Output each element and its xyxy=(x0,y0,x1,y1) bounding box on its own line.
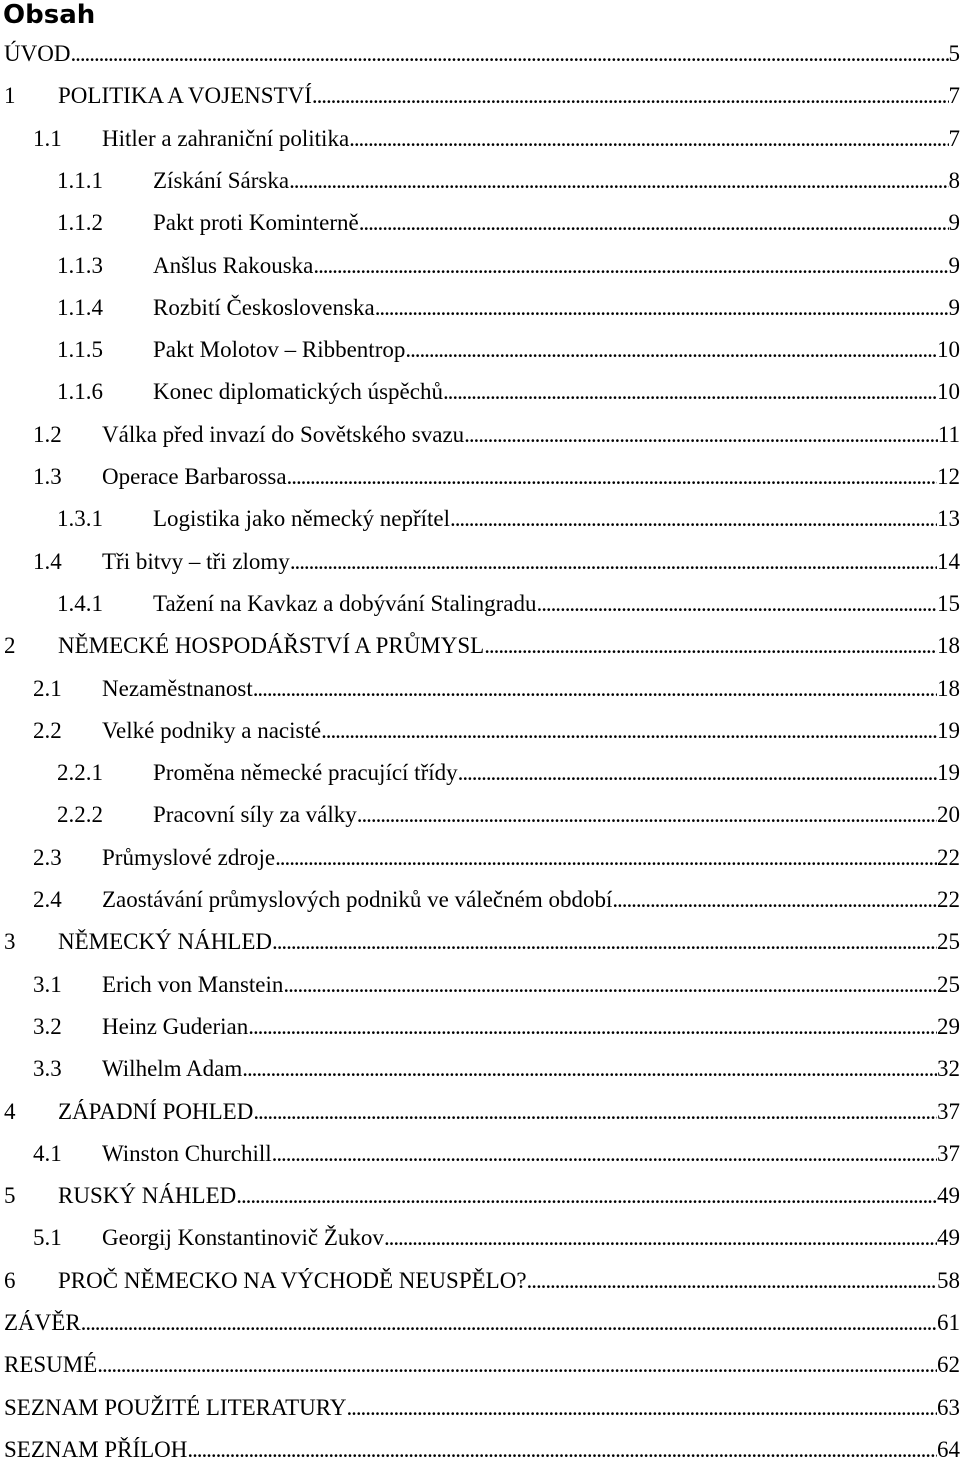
dot-leader xyxy=(450,498,937,540)
dot-leader xyxy=(321,710,937,752)
dot-leader xyxy=(484,625,937,667)
toc-entry[interactable] xyxy=(4,1091,960,1133)
toc-entry-number: 1.3.1 xyxy=(57,498,153,540)
toc-entry-title: Nezaměstnanost xyxy=(102,668,253,710)
toc-entry[interactable] xyxy=(4,33,960,75)
toc-entry-page-number: 62 xyxy=(937,1344,960,1386)
toc-entry[interactable] xyxy=(33,879,960,921)
toc-entry[interactable] xyxy=(33,118,960,160)
toc-entry[interactable] xyxy=(4,921,960,963)
toc-entry-title: POLITIKA A VOJENSTVÍ xyxy=(58,75,312,117)
toc-entry-number: 1.3 xyxy=(33,456,102,498)
toc-entry-page-number: 22 xyxy=(937,879,960,921)
toc-entry-title: ZÁPADNÍ POHLED xyxy=(58,1091,253,1133)
toc-entry[interactable] xyxy=(4,1344,960,1386)
toc-entry-page-number: 49 xyxy=(937,1217,960,1259)
toc-entry[interactable] xyxy=(33,1133,960,1175)
toc-entry-title: Rozbití Československa xyxy=(153,287,375,329)
toc-entry-title: Winston Churchill xyxy=(102,1133,272,1175)
toc-entry[interactable] xyxy=(57,160,960,202)
toc-entry-page-number: 13 xyxy=(937,498,960,540)
dot-leader xyxy=(405,329,937,371)
toc-entry-title: Velké podniky a nacisté xyxy=(102,710,321,752)
toc-entry-page-number: 9 xyxy=(949,245,960,287)
dot-leader xyxy=(289,160,948,202)
toc-entry-title: Pakt proti Kominterně xyxy=(153,202,359,244)
toc-entry-title: Konec diplomatických úspěchů xyxy=(153,371,443,413)
toc-entry[interactable] xyxy=(57,287,960,329)
toc-entry[interactable] xyxy=(4,1260,960,1302)
toc-entry-title: Anšlus Rakouska xyxy=(153,245,313,287)
dot-leader xyxy=(359,202,949,244)
toc-entry-number: 3 xyxy=(4,921,58,963)
toc-entry[interactable] xyxy=(4,625,960,667)
toc-entry-title: PROČ NĚMECKO NA VÝCHODĚ NEUSPĚLO? xyxy=(58,1260,527,1302)
toc-entry-number: 5.1 xyxy=(33,1217,102,1259)
dot-leader xyxy=(464,414,938,456)
toc-entry-number: 1.1.6 xyxy=(57,371,153,413)
toc-entry[interactable] xyxy=(33,456,960,498)
toc-entry-number: 1.1.1 xyxy=(57,160,153,202)
toc-entry-number: 5 xyxy=(4,1175,58,1217)
toc-entry[interactable] xyxy=(57,752,960,794)
toc-entry-page-number: 19 xyxy=(937,752,960,794)
toc-entry-page-number: 10 xyxy=(937,329,960,371)
toc-entry-page-number: 32 xyxy=(937,1048,960,1090)
toc-entry-title: Získání Sárska xyxy=(153,160,289,202)
toc-entry-page-number: 18 xyxy=(937,668,960,710)
toc-entry[interactable] xyxy=(4,75,960,117)
toc-entry-title: Průmyslové zdroje xyxy=(102,837,275,879)
toc-entry-page-number: 12 xyxy=(937,456,960,498)
toc-entry-number: 1.4 xyxy=(33,541,102,583)
dot-leader xyxy=(349,118,948,160)
dot-leader xyxy=(272,921,937,963)
dot-leader xyxy=(527,1260,937,1302)
dot-leader xyxy=(253,668,937,710)
toc-entry-title: Logistika jako německý nepřítel xyxy=(153,498,450,540)
toc-entry[interactable] xyxy=(4,1429,960,1471)
toc-entry-title: Operace Barbarossa xyxy=(102,456,287,498)
toc-entry[interactable] xyxy=(57,498,960,540)
toc-entry-page-number: 25 xyxy=(937,964,960,1006)
toc-entry-title: Tři bitvy – tři zlomy xyxy=(102,541,290,583)
toc-entry-number: 1.1.2 xyxy=(57,202,153,244)
toc-entry-number: 3.2 xyxy=(33,1006,102,1048)
toc-entry-title: RUSKÝ NÁHLED xyxy=(58,1175,236,1217)
toc-entry-title: ÚVOD xyxy=(4,33,70,75)
toc-entry-title: Zaostávání průmyslových podniků ve válečném období xyxy=(102,879,612,921)
dot-leader xyxy=(81,1302,937,1344)
toc-entry-number: 2.4 xyxy=(33,879,102,921)
toc-entry[interactable] xyxy=(33,710,960,752)
dot-leader xyxy=(248,1006,937,1048)
toc-entry-title: SEZNAM PŘÍLOH xyxy=(4,1429,187,1471)
toc-entry-page-number: 9 xyxy=(949,202,960,244)
toc-entry-page-number: 15 xyxy=(937,583,960,625)
dot-leader xyxy=(97,1344,937,1386)
toc-entry-page-number: 29 xyxy=(937,1006,960,1048)
toc-entry[interactable] xyxy=(33,1006,960,1048)
dot-leader xyxy=(346,1387,937,1429)
toc-entry[interactable] xyxy=(57,371,960,413)
dot-leader xyxy=(275,837,937,879)
dot-leader xyxy=(313,245,948,287)
toc-entry-number: 3.1 xyxy=(33,964,102,1006)
toc-entry-page-number: 37 xyxy=(937,1133,960,1175)
toc-entry[interactable] xyxy=(4,1175,960,1217)
dot-leader xyxy=(375,287,949,329)
dot-leader xyxy=(283,964,937,1006)
toc-entry-title: RESUMÉ xyxy=(4,1344,97,1386)
dot-leader xyxy=(443,371,937,413)
toc-entry[interactable] xyxy=(57,245,960,287)
toc-entry[interactable] xyxy=(4,1302,960,1344)
toc-entry-number: 1.2 xyxy=(33,414,102,456)
toc-entry-page-number: 58 xyxy=(937,1260,960,1302)
toc-entry-number: 6 xyxy=(4,1260,58,1302)
toc-entry-number: 2.2 xyxy=(33,710,102,752)
dot-leader xyxy=(242,1048,937,1090)
toc-entry[interactable] xyxy=(57,794,960,836)
toc-entry-page-number: 20 xyxy=(937,794,960,836)
toc-entry[interactable] xyxy=(57,583,960,625)
toc-entry-number: 4 xyxy=(4,1091,58,1133)
toc-entry[interactable] xyxy=(33,1217,960,1259)
toc-entry[interactable] xyxy=(57,329,960,371)
toc-entry-title: Georgij Konstantinovič Žukov xyxy=(102,1217,384,1259)
dot-leader xyxy=(612,879,937,921)
toc-entry-title: Válka před invazí do Sovětského svazu xyxy=(102,414,464,456)
toc-entry-title: Pakt Molotov – Ribbentrop xyxy=(153,329,405,371)
toc-entry-number: 3.3 xyxy=(33,1048,102,1090)
toc-entry-title: NĚMECKÉ HOSPODÁŘSTVÍ A PRŮMYSL xyxy=(58,625,484,667)
toc-entry-title: NĚMECKÝ NÁHLED xyxy=(58,921,272,963)
dot-leader xyxy=(236,1175,937,1217)
toc-entry-number: 2.1 xyxy=(33,668,102,710)
toc-entry[interactable] xyxy=(33,964,960,1006)
toc-entry-page-number: 7 xyxy=(949,75,960,117)
toc-entry-page-number: 7 xyxy=(949,118,960,160)
dot-leader xyxy=(290,541,937,583)
toc-entry[interactable] xyxy=(57,202,960,244)
toc-entry-page-number: 19 xyxy=(937,710,960,752)
dot-leader xyxy=(458,752,937,794)
toc-entry-page-number: 37 xyxy=(937,1091,960,1133)
toc-entry[interactable] xyxy=(33,414,960,456)
toc-entry-title: Heinz Guderian xyxy=(102,1006,248,1048)
toc-entry-page-number: 9 xyxy=(949,287,960,329)
toc-entry-title: Wilhelm Adam xyxy=(102,1048,242,1090)
toc-entry-title: Pracovní síly za války xyxy=(153,794,357,836)
toc-entry-number: 1.1.5 xyxy=(57,329,153,371)
toc-heading: Obsah xyxy=(3,0,95,33)
toc-entry-number: 2.2.2 xyxy=(57,794,153,836)
toc-entry-number: 1.4.1 xyxy=(57,583,153,625)
toc-entry-page-number: 10 xyxy=(937,371,960,413)
toc-entry-page-number: 11 xyxy=(938,414,960,456)
toc-entry-title: ZÁVĚR xyxy=(4,1302,81,1344)
toc-entry-title: Hitler a zahraniční politika xyxy=(102,118,349,160)
dot-leader xyxy=(187,1429,937,1471)
toc-entry-number: 1.1 xyxy=(33,118,102,160)
dot-leader xyxy=(253,1091,937,1133)
toc-entry-page-number: 61 xyxy=(937,1302,960,1344)
toc-entry[interactable] xyxy=(33,541,960,583)
toc-entry-number: 4.1 xyxy=(33,1133,102,1175)
toc-entry-page-number: 49 xyxy=(937,1175,960,1217)
toc-entry-page-number: 22 xyxy=(937,837,960,879)
toc-entry-page-number: 64 xyxy=(937,1429,960,1471)
toc-entry-number: 1.1.4 xyxy=(57,287,153,329)
toc-entry-number: 2 xyxy=(4,625,58,667)
dot-leader xyxy=(537,583,938,625)
toc-entry[interactable] xyxy=(4,1387,960,1429)
toc-entry-page-number: 8 xyxy=(949,160,960,202)
toc-entry-page-number: 25 xyxy=(937,921,960,963)
toc-entry-number: 1.1.3 xyxy=(57,245,153,287)
dot-leader xyxy=(272,1133,937,1175)
toc-entry-page-number: 14 xyxy=(937,541,960,583)
toc-entry-title: SEZNAM POUŽITÉ LITERATURY xyxy=(4,1387,346,1429)
toc-entry-page-number: 18 xyxy=(937,625,960,667)
toc-entry-title: Proměna německé pracující třídy xyxy=(153,752,458,794)
toc-entry-page-number: 5 xyxy=(949,33,960,75)
dot-leader xyxy=(287,456,937,498)
dot-leader xyxy=(384,1217,937,1259)
toc-entry-title: Erich von Manstein xyxy=(102,964,283,1006)
toc-entry[interactable] xyxy=(33,837,960,879)
toc-entry[interactable] xyxy=(33,1048,960,1090)
toc-entry-number: 2.3 xyxy=(33,837,102,879)
dot-leader xyxy=(357,794,937,836)
dot-leader xyxy=(70,33,948,75)
toc-entry[interactable] xyxy=(33,668,960,710)
toc-entry-title: Tažení na Kavkaz a dobývání Stalingradu xyxy=(153,583,537,625)
toc-entry-number: 2.2.1 xyxy=(57,752,153,794)
toc-entry-page-number: 63 xyxy=(937,1387,960,1429)
toc-entry-number: 1 xyxy=(4,75,58,117)
dot-leader xyxy=(312,75,949,117)
